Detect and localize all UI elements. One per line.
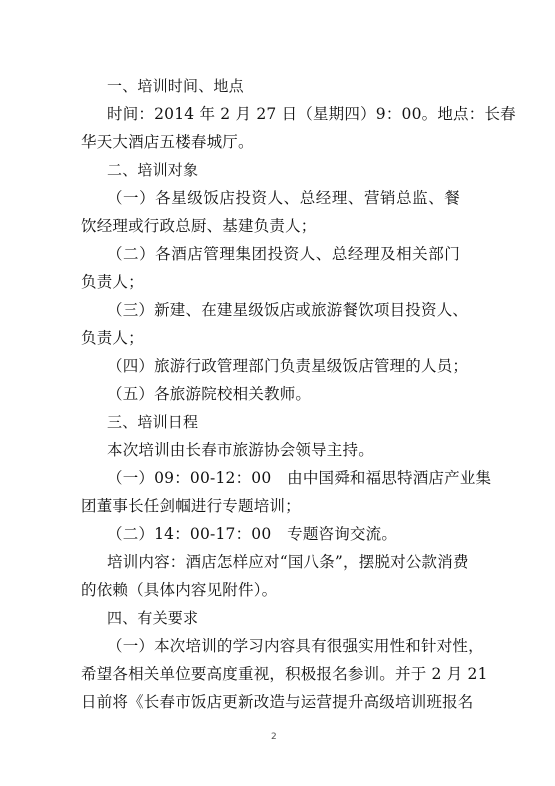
section-heading-training-schedule: 三、培训日程 (107, 413, 199, 431)
paragraph-line: 饮经理或行政总厨、基建负责人； (81, 217, 317, 235)
paragraph-line: （三）新建、在建星级饭店或旅游餐饮项目投资人、 (107, 301, 469, 319)
paragraph-line: （四）旅游行政管理部门负责星级饭店管理的人员； (107, 357, 469, 375)
paragraph-line: （二）14：00-17：00 专题咨询交流。 (107, 525, 398, 543)
paragraph-line: 的依赖（具体内容见附件）。 (81, 581, 278, 599)
paragraph-line: （一）本次培训的学习内容具有很强实用性和针对性， (107, 637, 484, 655)
paragraph-line: 团董事长任剑帼进行专题培训； (81, 497, 301, 515)
paragraph-line: 本次培训由长春市旅游协会领导主持。 (107, 441, 374, 459)
paragraph-line: 培训内容：酒店怎样应对“国八条”，摆脱对公款消费 (107, 553, 469, 571)
section-heading-training-time: 一、培训时间、地点 (107, 77, 244, 95)
page-number: 2 (271, 732, 277, 742)
paragraph-line: 时间：2014 年 2 月 27 日（星期四）9：00。地点：长春 (107, 105, 516, 123)
paragraph-line: 负责人； (81, 273, 144, 291)
paragraph-line: 华天大酒店五楼春城厅。 (81, 133, 254, 151)
paragraph-line: （一）各星级饭店投资人、总经理、营销总监、餐 (107, 189, 460, 207)
section-heading-requirements: 四、有关要求 (107, 609, 199, 627)
section-heading-training-target: 二、培训对象 (107, 161, 199, 179)
paragraph-line: 负责人； (81, 329, 144, 347)
paragraph-line: 希望各相关单位要高度重视，积极报名参训。并于 2 月 21 (81, 665, 488, 683)
paragraph-line: （二）各酒店管理集团投资人、总经理及相关部门 (107, 245, 460, 263)
paragraph-line: （五）各旅游院校相关教师。 (107, 385, 312, 403)
paragraph-line: （一）09：00-12：00 由中国舜和福思特酒店产业集 (107, 469, 492, 487)
paragraph-line: 日前将《长春市饭店更新改造与运营提升高级培训班报名 (81, 693, 474, 711)
